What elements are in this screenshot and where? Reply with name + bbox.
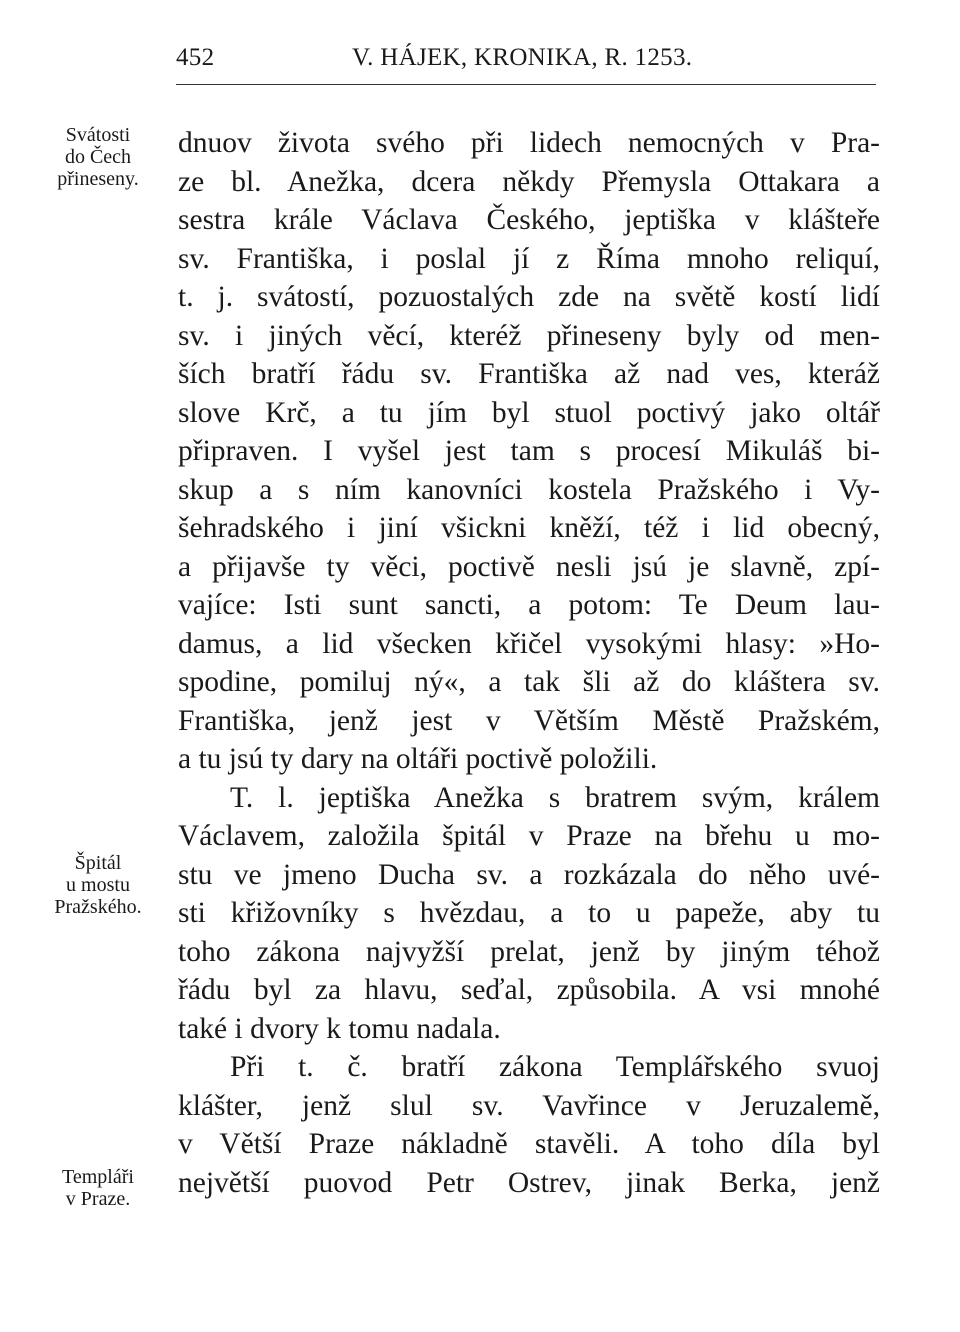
text-line: Václavem, založila špitál v Praze na břehu u mo- bbox=[178, 820, 880, 852]
text-line: a přijavše ty věci, poctivě nesli jsú je slavně, zpí- bbox=[178, 550, 880, 583]
text-line: spodine, pomiluj ný«, a tak šli až do kláštera sv. bbox=[178, 666, 880, 698]
text-line: t. j. svátostí, pozuostalých zde na světě kostí lidí bbox=[178, 281, 880, 313]
text-line: klášter, jenž slul sv. Vavřince v Jeruzalemě, bbox=[178, 1089, 880, 1122]
text-line: dnuov života svého při lidech nemocných v Pra- bbox=[178, 127, 880, 159]
paragraph-templars bbox=[178, 1048, 880, 1202]
page-number: 452 bbox=[176, 44, 215, 71]
sidenote-templars bbox=[30, 1166, 166, 1210]
text-line: připraven. I vyšel jest tam s procesí Mikuláš bi- bbox=[178, 435, 880, 467]
paragraph-hospital bbox=[178, 779, 880, 1049]
text-line: šehradského i jiní všickni kněží, též i lid obecný, bbox=[178, 512, 880, 544]
running-head-title: V. HÁJEK, KRONIKA, R. 1253. bbox=[352, 44, 693, 71]
paragraph-relics bbox=[178, 124, 880, 779]
text-line: vajíce: Isti sunt sancti, a potom: Te Deum lau- bbox=[178, 589, 880, 621]
text-line: skup a s ním kanovníci kostela Pražského i Vy- bbox=[178, 473, 880, 506]
text-line: sti křižovníky s hvězdau, a to u papeže, aby tu bbox=[178, 897, 880, 929]
text-line: sestra krále Václava Českého, jeptiška v klášteře bbox=[178, 204, 880, 236]
sidenote-relics bbox=[30, 124, 166, 190]
text-line: a tu jsú ty dary na oltáři poctivě položili. bbox=[178, 743, 658, 775]
text-line: sv. i jiných věcí, kteréž přineseny byly od men- bbox=[178, 319, 880, 352]
sidenote-line: Špitál bbox=[74, 852, 122, 874]
sidenote-line: Templáři bbox=[62, 1166, 134, 1188]
sidenote-line: do Čech bbox=[64, 146, 132, 168]
text-line: T. l. jeptiška Anežka s bratrem svým, králem bbox=[230, 781, 880, 814]
running-head bbox=[176, 40, 876, 86]
text-line: ze bl. Anežka, dcera někdy Přemysla Ottakara a bbox=[178, 165, 880, 198]
sidenote-line: u mostu bbox=[66, 874, 130, 896]
text-line: řádu byl za hlavu, seďal, způsobila. A vsi mnohé bbox=[178, 974, 880, 1006]
sidenote-line: Pražského. bbox=[54, 896, 142, 918]
text-line: damus, a lid všecken křičel vysokými hlasy: »Ho- bbox=[178, 627, 880, 660]
text-line: Františka, jenž jest v Větším Městě Pražském, bbox=[178, 704, 880, 737]
header-rule bbox=[176, 84, 876, 85]
body-text bbox=[178, 124, 880, 1202]
sidenote-line: přineseny. bbox=[57, 168, 139, 190]
sidenote-line: v Praze. bbox=[65, 1188, 131, 1210]
sidenote-hospital bbox=[30, 852, 166, 918]
text-line: největší puovod Petr Ostrev, jinak Berka, jenž bbox=[178, 1166, 880, 1199]
text-line: stu ve jmeno Ducha sv. a rozkázala do něho uvé- bbox=[178, 858, 880, 891]
text-line: slove Krč, a tu jím byl stuol poctivý jako oltář bbox=[178, 396, 880, 429]
text-line: toho zákona najvyžší prelat, jenž by jiným téhož bbox=[178, 935, 880, 968]
text-line: také i dvory k tomu nadala. bbox=[178, 1012, 501, 1045]
text-line: v Větší Praze nákladně stavěli. A toho díla byl bbox=[178, 1128, 880, 1160]
text-line: ších bratří řádu sv. Františka až nad ves, kteráž bbox=[178, 358, 880, 390]
text-line: Při t. č. bratří zákona Templářského svuoj bbox=[230, 1051, 880, 1083]
text-line: sv. Františka, i poslal jí z Říma mnoho reliquí, bbox=[178, 242, 880, 275]
sidenote-line: Svátosti bbox=[65, 124, 131, 146]
